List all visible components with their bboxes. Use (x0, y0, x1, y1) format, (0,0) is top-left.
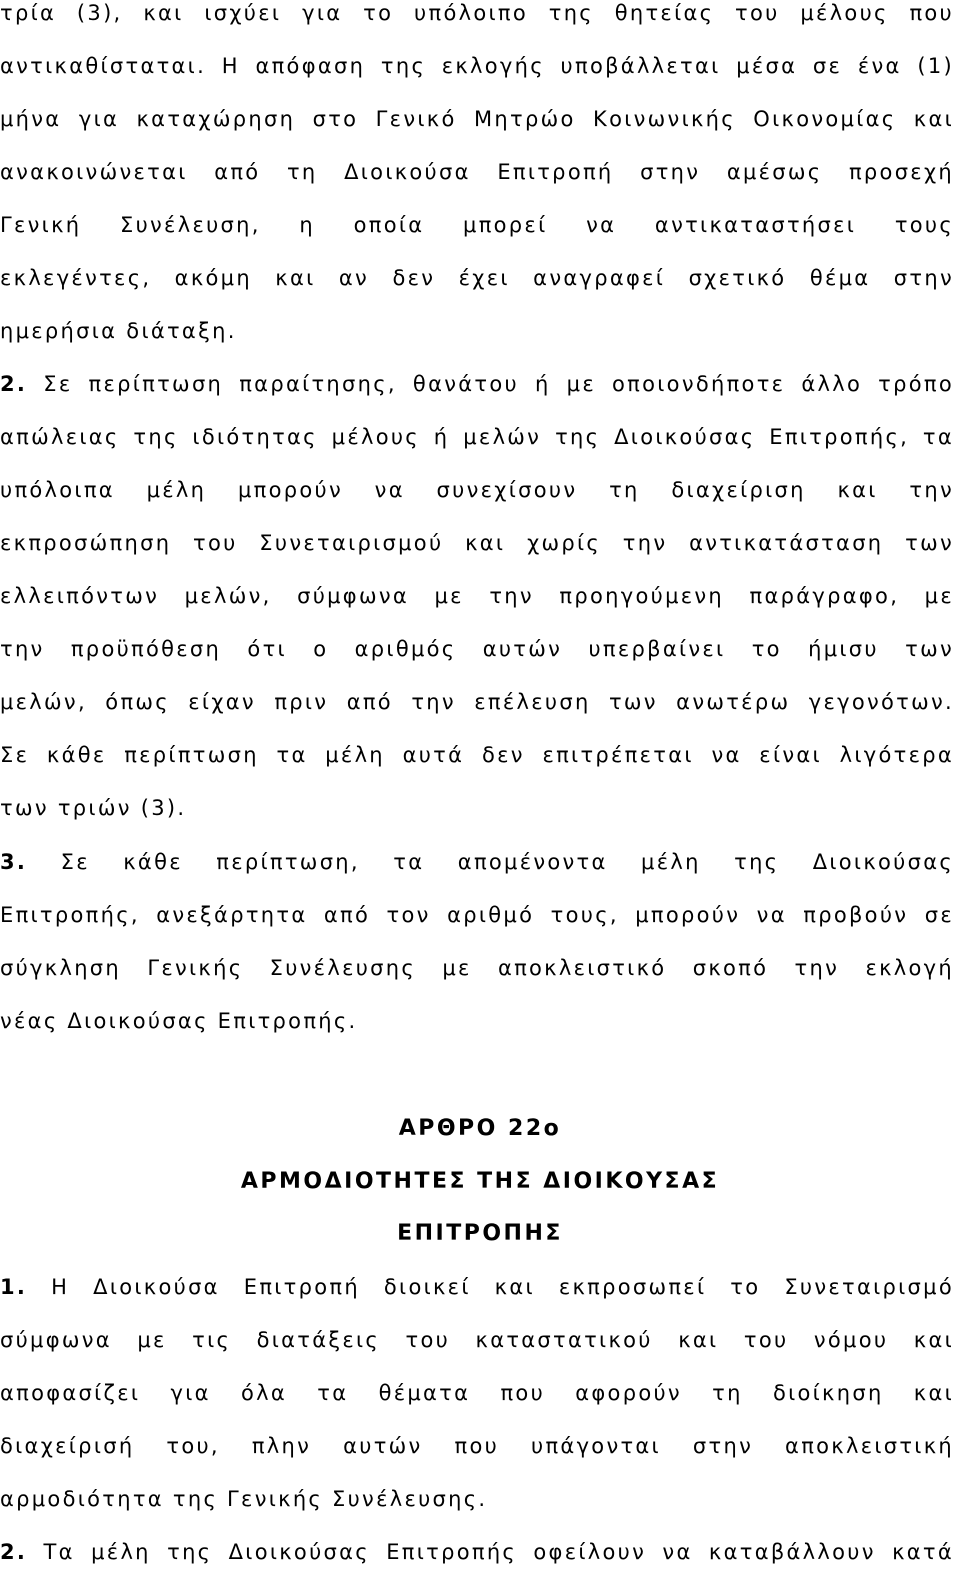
text-line: ημερήσια διάταξη. (0, 319, 237, 343)
text-line: Σε κάθε περίπτωση, τα απομένοντα μέλη της Διοικούσας (60, 850, 954, 874)
text-line: τρία (3), και ισχύει για το υπόλοιπο της θητείας του μέλους που (0, 1, 954, 25)
text-line: Επιτροπής, ανεξάρτητα από τον αριθμό τους, μπορούν να προβούν σε (0, 903, 954, 927)
article-title: ΑΡΘΡΟ 22ο (398, 1116, 562, 1141)
article-subtitle: ΕΠΙΤΡΟΠΗΣ (397, 1221, 563, 1246)
text-line: απώλειας της ιδιότητας μέλους ή μελών της Διοικούσας Επιτροπής, τα (0, 425, 954, 449)
text-line: ελλειπόντων μελών, σύμφωνα με την προηγούμενη παράγραφο, με (0, 584, 954, 608)
article-subtitle: ΑΡΜΟΔΙΟΤΗΤΕΣ ΤΗΣ ΔΙΟΙΚΟΥΣΑΣ (240, 1169, 720, 1194)
text-line: αρμοδιότητα της Γενικής Συνέλευσης. (0, 1487, 488, 1511)
text-line: αποφασίζει για όλα τα θέματα που αφορούν τη διοίκηση και (0, 1381, 954, 1405)
text-line: ανακοινώνεται από τη Διοικούσα Επιτροπή στην αμέσως προσεχή (0, 160, 954, 184)
text-line: σύγκληση Γενικής Συνέλευσης με αποκλειστικό σκοπό την εκλογή (0, 956, 954, 980)
text-line: μελών, όπως είχαν πριν από την επέλευση των ανωτέρω γεγονότων. (0, 690, 954, 714)
text-line: Γενική Συνέλευση, η οποία μπορεί να αντικαταστήσει τους (0, 213, 954, 237)
paragraph-2-start (0, 358, 954, 411)
text-line: Σε περίπτωση παραίτησης, θανάτου ή με οποιονδήποτε άλλο τρόπο (43, 372, 954, 396)
text-line: Τα μέλη της Διοικούσας Επιτροπής οφείλουν να καταβάλλουν κατά (43, 1540, 954, 1564)
text-line: υπόλοιπα μέλη μπορούν να συνεχίσουν τη διαχείριση και την (0, 478, 954, 502)
text-line: σύμφωνα με τις διατάξεις του καταστατικού και του νόμου και (0, 1328, 954, 1352)
text-line: μήνα για καταχώρηση στο Γενικό Μητρώο Κοινωνικής Οικονομίας και (0, 107, 954, 131)
paragraph-2-start (0, 1526, 954, 1579)
paragraph-1-start (0, 1261, 954, 1314)
text-line: την προϋπόθεση ότι ο αριθμός αυτών υπερβαίνει το ήμισυ των (0, 637, 954, 661)
text-line: νέας Διοικούσας Επιτροπής. (0, 1009, 358, 1033)
text-line: Σε κάθε περίπτωση τα μέλη αυτά δεν επιτρέπεται να είναι λιγότερα (0, 743, 954, 767)
paragraph-number: 3. (0, 850, 28, 874)
text-line: διαχείρισή του, πλην αυτών που υπάγονται στην αποκλειστική (0, 1434, 954, 1458)
text-line: εκπροσώπηση του Συνεταιρισμού και χωρίς την αντικατάσταση των (0, 531, 954, 555)
text-line: Η Διοικούσα Επιτροπή διοικεί και εκπροσωπεί το Συνεταιρισμό (51, 1275, 954, 1299)
text-line: εκλεγέντες, ακόμη και αν δεν έχει αναγραφεί σχετικό θέμα στην (0, 266, 954, 290)
paragraph-number: 2. (0, 1540, 28, 1564)
text-line: αντικαθίσταται. Η απόφαση της εκλογής υποβάλλεται μέσα σε ένα (1) (0, 54, 954, 78)
text-line: των τριών (3). (0, 796, 187, 820)
paragraph-3-start (0, 836, 954, 889)
paragraph-number: 2. (0, 372, 28, 396)
paragraph-number: 1. (0, 1275, 28, 1299)
